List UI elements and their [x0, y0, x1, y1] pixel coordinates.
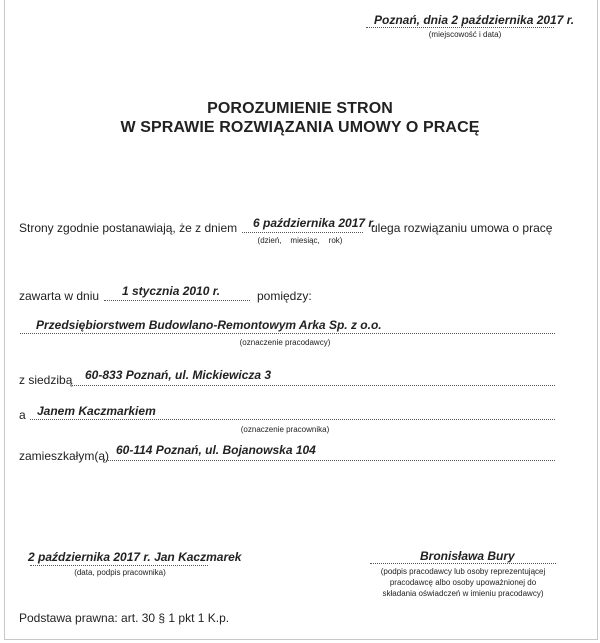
employer-name: Przedsiębiorstwem Budowlano-Remontowym Arka Sp. z o.o.: [36, 318, 382, 332]
clause1-dotted-line: [242, 232, 363, 233]
place-date-dotted-line: [366, 27, 554, 28]
clause2-dotted-line: [104, 300, 250, 301]
residence-dotted-line: [104, 460, 555, 461]
employer-signature-caption-2: pracodawcę albo osoby upoważnionej do: [389, 578, 537, 587]
seat-dotted-line: [72, 385, 555, 386]
place-date: Poznań, dnia 2 października 2017 r.: [374, 13, 575, 27]
clause2-prefix: zawarta w dniu: [19, 289, 100, 303]
seat-label: z siedzibą: [19, 373, 73, 387]
employee-signature-caption: (data, podpis pracownika): [74, 568, 166, 577]
employee-signature: 2 października 2017 r. Jan Kaczmarek: [28, 550, 242, 564]
employer-signature-line: [370, 563, 556, 564]
document-title-line2: W SPRAWIE ROZWIĄZANIA UMOWY O PRACĘ: [120, 119, 480, 136]
employee-signature-line: [30, 565, 208, 566]
employer-seat: 60-833 Poznań, ul. Mickiewicza 3: [85, 368, 272, 382]
place-date-caption: (miejscowość i data): [428, 30, 502, 39]
document-title-line1: POROZUMIENIE STRON: [207, 100, 393, 117]
residence-label: zamieszkałym(ą): [19, 449, 110, 463]
employee-dotted-line: [30, 419, 555, 420]
legal-basis: Podstawa prawna: art. 30 § 1 pkt 1 K.p.: [19, 611, 230, 625]
clause1-caption: (dzień, miesiąc, rok): [257, 236, 343, 245]
clause1-date: 6 października 2017 r.: [253, 216, 376, 230]
employer-dotted-line: [20, 333, 555, 334]
employee-caption: (oznaczenie pracownika): [240, 425, 330, 434]
employer-caption: (oznaczenie pracodawcy): [239, 338, 331, 347]
clause1-suffix: ulega rozwiązaniu umowa o pracę: [371, 221, 553, 235]
employer-signature-caption-1: (podpis pracodawcy lub osoby reprezentującej: [380, 567, 546, 576]
employee-residence: 60-114 Poznań, ul. Bojanowska 104: [116, 443, 316, 457]
employee-name: Janem Kaczmarkiem: [37, 404, 156, 418]
clause2-date: 1 stycznia 2010 r.: [122, 284, 221, 298]
employer-signature-caption-3: składania oświadczeń w imieniu pracodawcy): [382, 589, 544, 598]
clause2-suffix: pomiędzy:: [257, 289, 312, 303]
employer-signature: Bronisława Bury: [420, 549, 515, 563]
clause1-prefix: Strony zgodnie postanawiają, że z dniem: [19, 221, 238, 235]
employee-prefix: a: [19, 408, 26, 422]
